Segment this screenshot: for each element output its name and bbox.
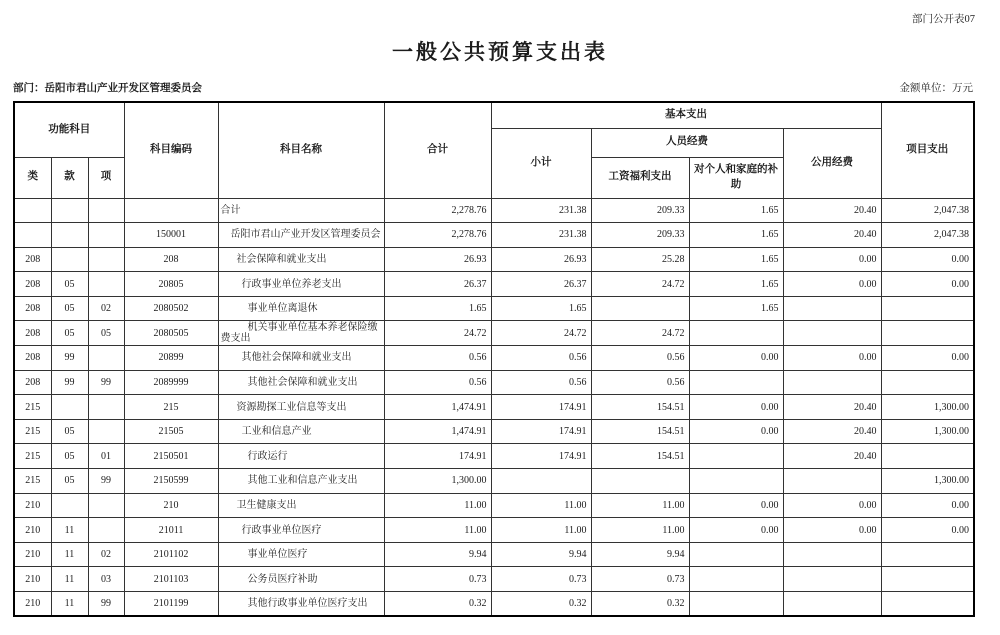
cell-code: 2101102 bbox=[124, 542, 218, 567]
cell-code: 215 bbox=[124, 395, 218, 420]
cell-xiang bbox=[88, 247, 124, 272]
cell-name: 其他社会保障和就业支出 bbox=[218, 370, 384, 395]
cell-subtotal: 174.91 bbox=[491, 395, 591, 420]
header-kuan: 款 bbox=[51, 157, 88, 198]
table-row bbox=[14, 198, 974, 223]
meta-row bbox=[13, 80, 973, 95]
cell-kuan bbox=[51, 223, 88, 248]
cell-subtotal: 231.38 bbox=[491, 223, 591, 248]
cell-project bbox=[881, 592, 974, 617]
cell-public bbox=[783, 567, 881, 592]
cell-kuan: 11 bbox=[51, 518, 88, 543]
cell-personal: 0.00 bbox=[689, 518, 783, 543]
cell-public: 0.00 bbox=[783, 518, 881, 543]
cell-name: 行政运行 bbox=[218, 444, 384, 469]
cell-code: 2080502 bbox=[124, 296, 218, 321]
cell-public: 20.40 bbox=[783, 395, 881, 420]
cell-code: 2150501 bbox=[124, 444, 218, 469]
cell-lei bbox=[14, 198, 51, 223]
cell-total: 2,278.76 bbox=[384, 198, 491, 223]
cell-salary: 209.33 bbox=[591, 198, 689, 223]
cell-personal: 0.00 bbox=[689, 419, 783, 444]
cell-name: 公务员医疗补助 bbox=[218, 567, 384, 592]
table-row bbox=[14, 518, 974, 543]
cell-project: 1,300.00 bbox=[881, 469, 974, 494]
cell-kuan: 11 bbox=[51, 542, 88, 567]
page-title: 一般公共预算支出表 bbox=[392, 40, 608, 64]
cell-lei: 208 bbox=[14, 321, 51, 346]
cell-public: 20.40 bbox=[783, 419, 881, 444]
cell-personal: 0.00 bbox=[689, 395, 783, 420]
cell-total: 24.72 bbox=[384, 321, 491, 346]
cell-lei: 210 bbox=[14, 542, 51, 567]
cell-public: 20.40 bbox=[783, 223, 881, 248]
cell-kuan: 99 bbox=[51, 346, 88, 371]
cell-project bbox=[881, 444, 974, 469]
cell-subtotal: 26.93 bbox=[491, 247, 591, 272]
cell-personal bbox=[689, 592, 783, 617]
header-subject-name: 科目名称 bbox=[218, 102, 384, 198]
cell-project: 1,300.00 bbox=[881, 419, 974, 444]
cell-xiang: 99 bbox=[88, 370, 124, 395]
cell-salary: 154.51 bbox=[591, 419, 689, 444]
cell-xiang bbox=[88, 346, 124, 371]
cell-xiang bbox=[88, 419, 124, 444]
cell-kuan: 11 bbox=[51, 592, 88, 617]
cell-kuan bbox=[51, 493, 88, 518]
cell-public bbox=[783, 542, 881, 567]
cell-salary: 24.72 bbox=[591, 321, 689, 346]
cell-subtotal: 11.00 bbox=[491, 518, 591, 543]
cell-code: 21011 bbox=[124, 518, 218, 543]
cell-name: 其他工业和信息产业支出 bbox=[218, 469, 384, 494]
cell-lei: 215 bbox=[14, 395, 51, 420]
table-row bbox=[14, 542, 974, 567]
cell-total: 174.91 bbox=[384, 444, 491, 469]
cell-total: 26.93 bbox=[384, 247, 491, 272]
cell-public: 0.00 bbox=[783, 493, 881, 518]
cell-total: 2,278.76 bbox=[384, 223, 491, 248]
cell-code: 2150599 bbox=[124, 469, 218, 494]
cell-project: 0.00 bbox=[881, 518, 974, 543]
cell-kuan: 05 bbox=[51, 296, 88, 321]
cell-lei: 215 bbox=[14, 469, 51, 494]
cell-code: 208 bbox=[124, 247, 218, 272]
header-project-expenditure: 项目支出 bbox=[881, 102, 974, 198]
cell-subtotal: 0.56 bbox=[491, 370, 591, 395]
cell-public bbox=[783, 370, 881, 395]
cell-public: 0.00 bbox=[783, 247, 881, 272]
cell-total: 0.56 bbox=[384, 346, 491, 371]
cell-personal bbox=[689, 370, 783, 395]
cell-personal: 1.65 bbox=[689, 296, 783, 321]
cell-lei: 215 bbox=[14, 444, 51, 469]
cell-project: 0.00 bbox=[881, 493, 974, 518]
table-row bbox=[14, 469, 974, 494]
cell-xiang: 99 bbox=[88, 469, 124, 494]
cell-kuan bbox=[51, 198, 88, 223]
cell-lei: 210 bbox=[14, 518, 51, 543]
table-row bbox=[14, 272, 974, 297]
cell-xiang: 03 bbox=[88, 567, 124, 592]
cell-personal bbox=[689, 321, 783, 346]
cell-total: 0.32 bbox=[384, 592, 491, 617]
cell-code bbox=[124, 198, 218, 223]
header-subject-code: 科目编码 bbox=[124, 102, 218, 198]
cell-public bbox=[783, 592, 881, 617]
cell-personal bbox=[689, 469, 783, 494]
cell-name: 机关事业单位基本养老保险缴费支出 bbox=[218, 321, 384, 346]
cell-total: 0.73 bbox=[384, 567, 491, 592]
header-salary-welfare: 工资福利支出 bbox=[591, 157, 689, 198]
cell-total: 1,474.91 bbox=[384, 395, 491, 420]
cell-subtotal: 0.56 bbox=[491, 346, 591, 371]
cell-personal: 1.65 bbox=[689, 223, 783, 248]
cell-subtotal: 231.38 bbox=[491, 198, 591, 223]
cell-salary: 11.00 bbox=[591, 493, 689, 518]
cell-lei: 208 bbox=[14, 296, 51, 321]
cell-xiang: 05 bbox=[88, 321, 124, 346]
cell-name: 其他行政事业单位医疗支出 bbox=[218, 592, 384, 617]
header-functional-subject: 功能科目 bbox=[14, 102, 124, 157]
cell-project: 0.00 bbox=[881, 272, 974, 297]
cell-salary: 25.28 bbox=[591, 247, 689, 272]
cell-salary: 154.51 bbox=[591, 395, 689, 420]
cell-code: 20899 bbox=[124, 346, 218, 371]
cell-salary: 0.56 bbox=[591, 370, 689, 395]
cell-personal: 0.00 bbox=[689, 493, 783, 518]
table-row bbox=[14, 567, 974, 592]
cell-kuan: 05 bbox=[51, 321, 88, 346]
table-row bbox=[14, 247, 974, 272]
cell-total: 9.94 bbox=[384, 542, 491, 567]
cell-project bbox=[881, 296, 974, 321]
cell-code: 2080505 bbox=[124, 321, 218, 346]
table-row bbox=[14, 223, 974, 248]
cell-xiang: 99 bbox=[88, 592, 124, 617]
cell-project bbox=[881, 370, 974, 395]
table-row bbox=[14, 395, 974, 420]
cell-kuan: 11 bbox=[51, 567, 88, 592]
table-row bbox=[14, 346, 974, 371]
cell-project bbox=[881, 321, 974, 346]
cell-total: 11.00 bbox=[384, 518, 491, 543]
cell-total: 0.56 bbox=[384, 370, 491, 395]
cell-xiang bbox=[88, 223, 124, 248]
form-number-label: 部门公开表07 bbox=[912, 14, 975, 25]
cell-kuan: 05 bbox=[51, 419, 88, 444]
cell-code: 2089999 bbox=[124, 370, 218, 395]
cell-salary: 11.00 bbox=[591, 518, 689, 543]
cell-lei bbox=[14, 223, 51, 248]
cell-kuan: 99 bbox=[51, 370, 88, 395]
cell-name: 事业单位离退休 bbox=[218, 296, 384, 321]
cell-xiang bbox=[88, 198, 124, 223]
cell-personal: 1.65 bbox=[689, 272, 783, 297]
table-row bbox=[14, 370, 974, 395]
table-row bbox=[14, 419, 974, 444]
table-row bbox=[14, 493, 974, 518]
cell-xiang bbox=[88, 518, 124, 543]
cell-name: 工业和信息产业 bbox=[218, 419, 384, 444]
cell-total: 1,474.91 bbox=[384, 419, 491, 444]
cell-salary bbox=[591, 469, 689, 494]
cell-total: 26.37 bbox=[384, 272, 491, 297]
cell-subtotal: 0.73 bbox=[491, 567, 591, 592]
cell-lei: 208 bbox=[14, 247, 51, 272]
cell-code: 20805 bbox=[124, 272, 218, 297]
cell-xiang bbox=[88, 395, 124, 420]
cell-salary: 9.94 bbox=[591, 542, 689, 567]
cell-kuan: 05 bbox=[51, 272, 88, 297]
cell-salary: 209.33 bbox=[591, 223, 689, 248]
table-row bbox=[14, 296, 974, 321]
cell-lei: 215 bbox=[14, 419, 51, 444]
cell-project bbox=[881, 542, 974, 567]
cell-name: 合计 bbox=[218, 198, 384, 223]
cell-kuan: 05 bbox=[51, 444, 88, 469]
cell-lei: 208 bbox=[14, 272, 51, 297]
cell-project bbox=[881, 567, 974, 592]
cell-salary: 0.56 bbox=[591, 346, 689, 371]
cell-subtotal bbox=[491, 469, 591, 494]
cell-public: 20.40 bbox=[783, 198, 881, 223]
cell-name: 社会保障和就业支出 bbox=[218, 247, 384, 272]
cell-name: 行政事业单位养老支出 bbox=[218, 272, 384, 297]
amount-unit-label: 金额单位：万元 bbox=[899, 83, 973, 94]
cell-xiang: 02 bbox=[88, 296, 124, 321]
cell-name: 岳阳市君山产业开发区管理委员会 bbox=[218, 223, 384, 248]
cell-total: 11.00 bbox=[384, 493, 491, 518]
cell-subtotal: 9.94 bbox=[491, 542, 591, 567]
cell-subtotal: 26.37 bbox=[491, 272, 591, 297]
cell-name: 其他社会保障和就业支出 bbox=[218, 346, 384, 371]
header-personnel-funds: 人员经费 bbox=[591, 128, 783, 157]
table-row bbox=[14, 321, 974, 346]
cell-lei: 210 bbox=[14, 493, 51, 518]
cell-kuan bbox=[51, 247, 88, 272]
cell-code: 21505 bbox=[124, 419, 218, 444]
cell-project: 2,047.38 bbox=[881, 198, 974, 223]
cell-lei: 210 bbox=[14, 567, 51, 592]
cell-public bbox=[783, 296, 881, 321]
table-row bbox=[14, 444, 974, 469]
cell-salary: 0.73 bbox=[591, 567, 689, 592]
cell-project: 2,047.38 bbox=[881, 223, 974, 248]
cell-public: 20.40 bbox=[783, 444, 881, 469]
cell-name: 卫生健康支出 bbox=[218, 493, 384, 518]
cell-xiang bbox=[88, 493, 124, 518]
cell-subtotal: 11.00 bbox=[491, 493, 591, 518]
budget-table bbox=[13, 101, 975, 617]
header-basic-expenditure: 基本支出 bbox=[491, 102, 881, 128]
cell-project: 0.00 bbox=[881, 346, 974, 371]
cell-personal: 1.65 bbox=[689, 198, 783, 223]
cell-xiang: 02 bbox=[88, 542, 124, 567]
cell-public bbox=[783, 469, 881, 494]
cell-project: 0.00 bbox=[881, 247, 974, 272]
cell-personal: 1.65 bbox=[689, 247, 783, 272]
cell-public bbox=[783, 321, 881, 346]
cell-code: 150001 bbox=[124, 223, 218, 248]
cell-lei: 208 bbox=[14, 346, 51, 371]
cell-subtotal: 24.72 bbox=[491, 321, 591, 346]
cell-salary: 24.72 bbox=[591, 272, 689, 297]
header-personal-family-subsidy: 对个人和家庭的补助 bbox=[689, 157, 783, 198]
cell-salary: 154.51 bbox=[591, 444, 689, 469]
cell-name: 资源勘探工业信息等支出 bbox=[218, 395, 384, 420]
cell-lei: 208 bbox=[14, 370, 51, 395]
cell-subtotal: 174.91 bbox=[491, 419, 591, 444]
header-xiang: 项 bbox=[88, 157, 124, 198]
cell-personal bbox=[689, 444, 783, 469]
cell-project: 1,300.00 bbox=[881, 395, 974, 420]
cell-subtotal: 1.65 bbox=[491, 296, 591, 321]
header-total: 合计 bbox=[384, 102, 491, 198]
cell-total: 1,300.00 bbox=[384, 469, 491, 494]
cell-xiang: 01 bbox=[88, 444, 124, 469]
header-public-funds: 公用经费 bbox=[783, 128, 881, 198]
cell-subtotal: 174.91 bbox=[491, 444, 591, 469]
cell-code: 2101103 bbox=[124, 567, 218, 592]
cell-name: 事业单位医疗 bbox=[218, 542, 384, 567]
cell-public: 0.00 bbox=[783, 346, 881, 371]
cell-salary: 0.32 bbox=[591, 592, 689, 617]
cell-personal bbox=[689, 542, 783, 567]
cell-xiang bbox=[88, 272, 124, 297]
cell-subtotal: 0.32 bbox=[491, 592, 591, 617]
cell-kuan: 05 bbox=[51, 469, 88, 494]
table-row bbox=[14, 592, 974, 617]
cell-public: 0.00 bbox=[783, 272, 881, 297]
budget-table-body bbox=[14, 198, 974, 616]
department-label: 部门：岳阳市君山产业开发区管理委员会 bbox=[13, 83, 202, 94]
cell-name: 行政事业单位医疗 bbox=[218, 518, 384, 543]
header-subtotal: 小计 bbox=[491, 128, 591, 198]
cell-kuan bbox=[51, 395, 88, 420]
cell-personal bbox=[689, 567, 783, 592]
cell-lei: 210 bbox=[14, 592, 51, 617]
header-lei: 类 bbox=[14, 157, 51, 198]
cell-personal: 0.00 bbox=[689, 346, 783, 371]
cell-code: 210 bbox=[124, 493, 218, 518]
cell-code: 2101199 bbox=[124, 592, 218, 617]
cell-salary bbox=[591, 296, 689, 321]
cell-total: 1.65 bbox=[384, 296, 491, 321]
